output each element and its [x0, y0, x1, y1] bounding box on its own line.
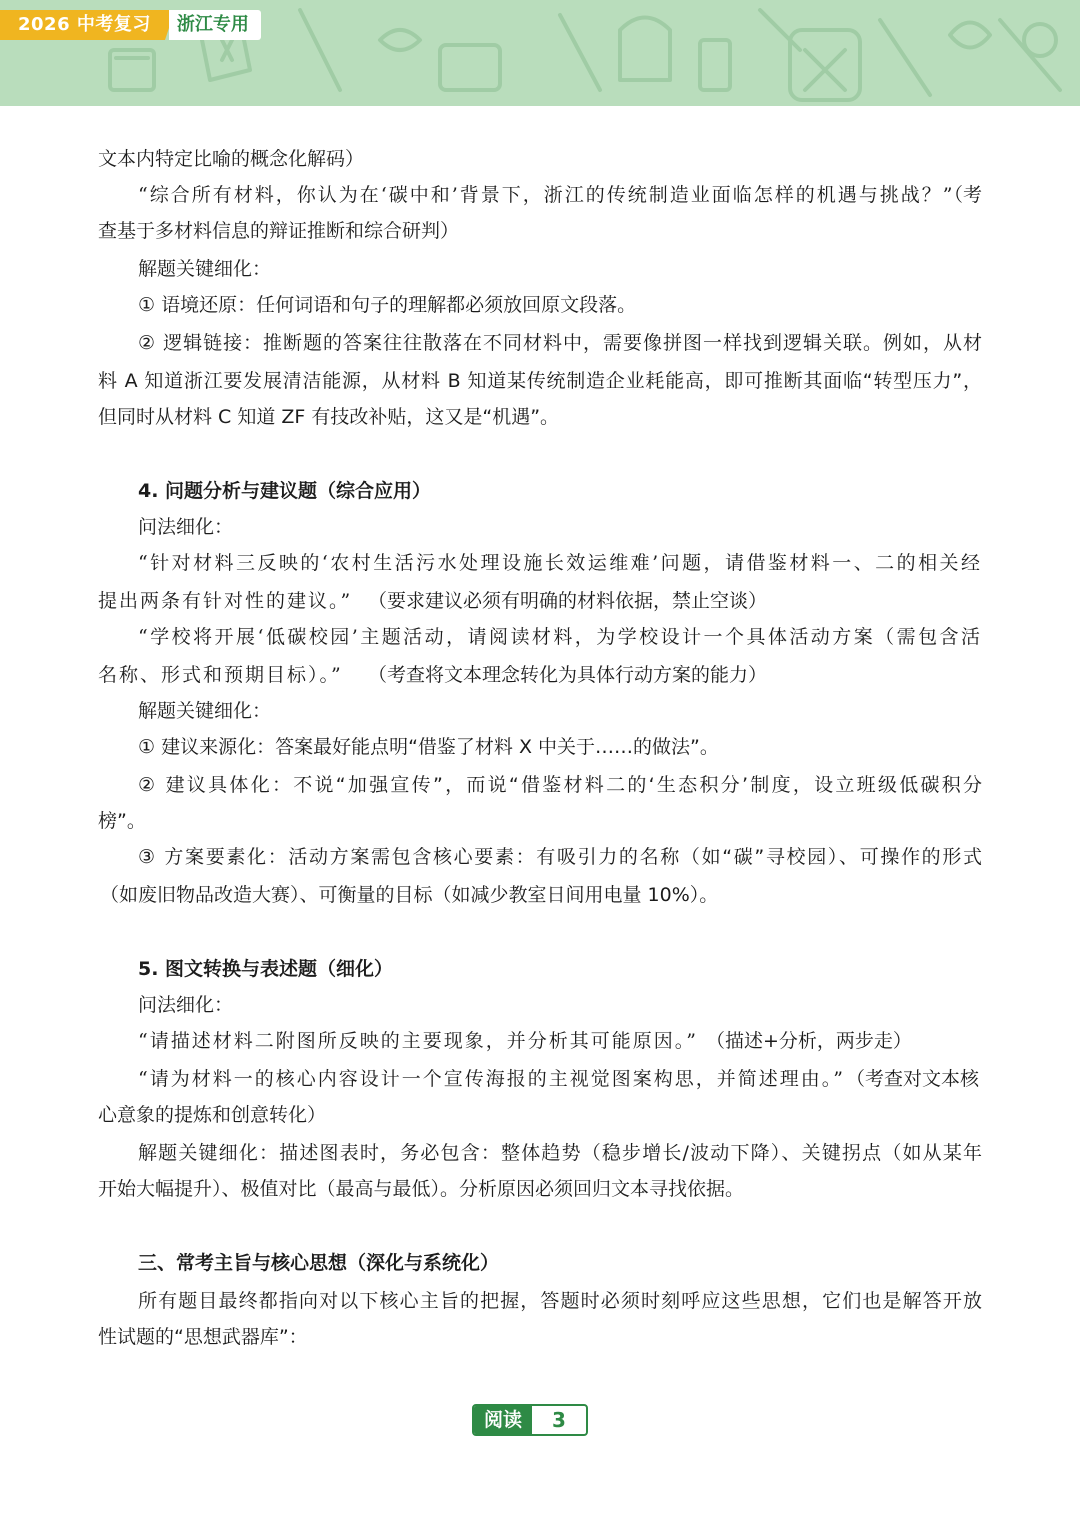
text-line: 开始大幅提升）、极值对比（最高与最低）。分析原因必须回归文本寻找依据。: [98, 1178, 745, 1200]
list-item: ② 逻辑链接：推断题的答案往往散落在不同材料中，需要像拼图一样找到逻辑关联。例如，从材: [138, 332, 982, 354]
quote-line: “请为材料一的核心内容设计一个宣传海报的主视觉图案构思，并简述理由。”: [138, 1068, 845, 1090]
subheading-solution-keys: 解题关键细化：: [138, 258, 272, 280]
list-item: ② 建议具体化：不说“加强宣传”，而说“借鉴材料二的‘生态积分’制度，设立班级低碳积分: [138, 774, 982, 796]
page-footer-badge: [472, 1404, 588, 1436]
list-item: ① 建议来源化：答案最好能点明“借鉴了材料 X 中关于……的做法”。: [138, 736, 719, 758]
quote-line: 名称、形式和预期目标）。”: [98, 664, 343, 686]
quote-line: “学校将开展‘低碳校园’主题活动，请阅读材料，为学校设计一个具体活动方案（需包含活: [138, 626, 982, 648]
quote-line: 提出两条有针对性的建议。”: [98, 590, 353, 612]
text-line: （如废旧物品改造大赛）、可衡量的目标（如减少教室日间用电量 10%）。: [100, 884, 719, 906]
quote-line: “综合所有材料，你认为在‘碳中和’背景下，浙江的传统制造业面临怎样的机遇与挑战？”: [138, 184, 955, 206]
quote-line: “请描述材料二附图所反映的主要现象，并分析其可能原因。”: [138, 1030, 698, 1052]
text-line: （考: [944, 184, 983, 206]
section-heading-3: 三、常考主旨与核心思想（深化与系统化）: [138, 1252, 500, 1274]
province-label: 浙江专用: [169, 10, 261, 40]
text-line: 文本内特定比喻的概念化解码）: [98, 148, 365, 170]
page-header-band: [0, 0, 1080, 106]
page-number: 3: [552, 1408, 566, 1432]
section-heading-5: 5. 图文转换与表述题（细化）: [138, 958, 394, 980]
text-line: （要求建议必须有明确的材料依据，禁止空谈）: [368, 590, 768, 612]
list-item: ③ 方案要素化：活动方案需包含核心要素：有吸引力的名称（如“碳”寻校园）、可操作的形式: [138, 846, 982, 868]
exam-series-badge: [0, 10, 261, 40]
text-line: 心意象的提炼和创意转化）: [98, 1104, 327, 1126]
text-line: 性试题的“思想武器库”：: [98, 1326, 308, 1348]
year-label: 2026 中考复习: [0, 10, 165, 40]
section-heading-4: 4. 问题分析与建议题（综合应用）: [138, 480, 432, 502]
text-line: （考查将文本理念转化为具体行动方案的能力）: [368, 664, 768, 686]
text-line: 所有题目最终都指向对以下核心主旨的把握，答题时必须时刻呼应这些思想，它们也是解答开放: [138, 1290, 982, 1312]
quote-line: “针对材料三反映的‘农村生活污水处理设施长效运维难’问题，请借鉴材料一、二的相关经: [138, 552, 982, 574]
list-item: ① 语境还原：任何词语和句子的理解都必须放回原文段落。: [138, 294, 637, 316]
text-line: （描述+分析，两步走）: [706, 1030, 912, 1052]
text-line: （考查对文本核: [846, 1068, 980, 1090]
subheading-solution-keys: 解题关键细化：: [138, 700, 272, 722]
subheading-question-forms: 问法细化：: [138, 516, 234, 538]
text-line: 榜”。: [98, 810, 146, 832]
text-line: 但同时从材料 C 知道 ZF 有技改补贴，这又是“机遇”。: [98, 406, 560, 428]
text-line: 料 A 知道浙江要发展清洁能源，从材料 B 知道某传统制造企业耗能高，即可推断其面临“转型压力”，: [98, 370, 982, 392]
section-label: 阅读: [474, 1406, 532, 1434]
subheading-question-forms: 问法细化：: [138, 994, 234, 1016]
text-line: 查基于多材料信息的辩证推断和综合研判）: [98, 220, 460, 242]
text-line: 解题关键细化：描述图表时，务必包含：整体趋势（稳步增长/波动下降）、关键拐点（如从某年: [138, 1142, 982, 1164]
